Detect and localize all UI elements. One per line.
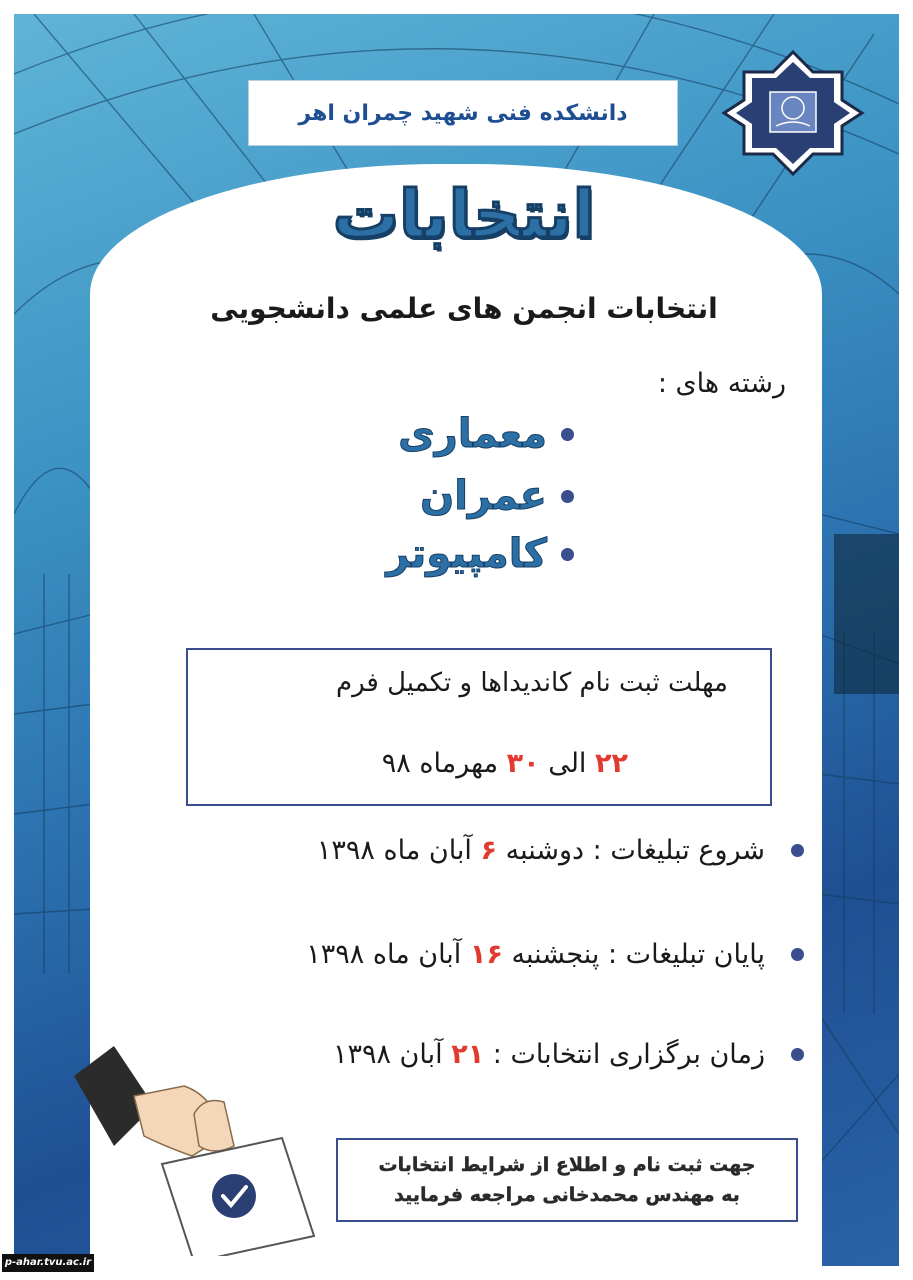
bullet-icon (791, 844, 804, 857)
schedule-day: ۱۶ (469, 938, 503, 970)
schedule-prefix: شروع تبلیغات : دوشنبه (505, 834, 765, 866)
deadline-start-day: ۲۲ (595, 748, 628, 779)
deadline-month-year: مهرماه ۹۸ (381, 748, 499, 779)
field-name: معماری (398, 411, 547, 457)
schedule-text (333, 1039, 765, 1070)
bullet-icon (791, 1048, 804, 1061)
field-name: عمران (420, 473, 547, 519)
schedule-prefix: زمان برگزاری انتخابات : (492, 1038, 765, 1070)
bullet-icon (561, 428, 574, 441)
schedule-text (306, 939, 765, 970)
bullet-icon (561, 490, 574, 503)
field-name: کامپیوتر (386, 531, 547, 577)
schedule-day: ۲۱ (451, 1038, 485, 1070)
deadline-title: مهلت ثبت نام کاندیداها و تکمیل فرم (335, 668, 728, 698)
bullet-icon (791, 948, 804, 961)
field-item-civil (334, 468, 574, 524)
deadline-end-day: ۳۰ (506, 748, 540, 779)
fields-label: رشته های : (657, 368, 786, 399)
election-subtitle: انتخابات انجمن های علمی دانشجویی (210, 292, 718, 325)
deadline-connector: الی (548, 748, 587, 779)
schedule-suffix: آبان ۱۳۹۸ (332, 1038, 443, 1070)
election-poster (14, 14, 899, 1266)
field-item-computer (334, 526, 574, 582)
registration-deadline-box (186, 648, 772, 806)
schedule-suffix: آبان ماه ۱۳۹۸ (306, 938, 462, 970)
schedule-suffix: آبان ماه ۱۳۹۸ (316, 834, 472, 866)
campaign-start-row (154, 824, 804, 876)
contact-line-1: جهت ثبت نام و اطلاع از شرایط انتخابات (378, 1154, 756, 1176)
election-title: انتخابات (332, 176, 596, 253)
ballot-hand-illustration (74, 1036, 364, 1256)
college-name: دانشکده فنی شهید چمران اهر (298, 100, 628, 126)
campaign-end-row (154, 928, 804, 980)
field-item-architecture (334, 406, 574, 462)
college-name-box (248, 80, 678, 146)
contact-line-2: به مهندس محمدخانی مراجعه فرمایید (394, 1184, 740, 1206)
schedule-day: ۶ (480, 834, 498, 866)
checkmark-icon (212, 1174, 256, 1218)
bullet-icon (561, 548, 574, 561)
schedule-text (317, 835, 765, 866)
deadline-dates (208, 748, 628, 779)
university-emblem-icon (718, 48, 868, 178)
schedule-prefix: پایان تبلیغات : پنجشنبه (511, 938, 765, 970)
contact-info-box (336, 1138, 798, 1222)
website-footer: p-ahar.tvu.ac.ir (2, 1254, 94, 1272)
